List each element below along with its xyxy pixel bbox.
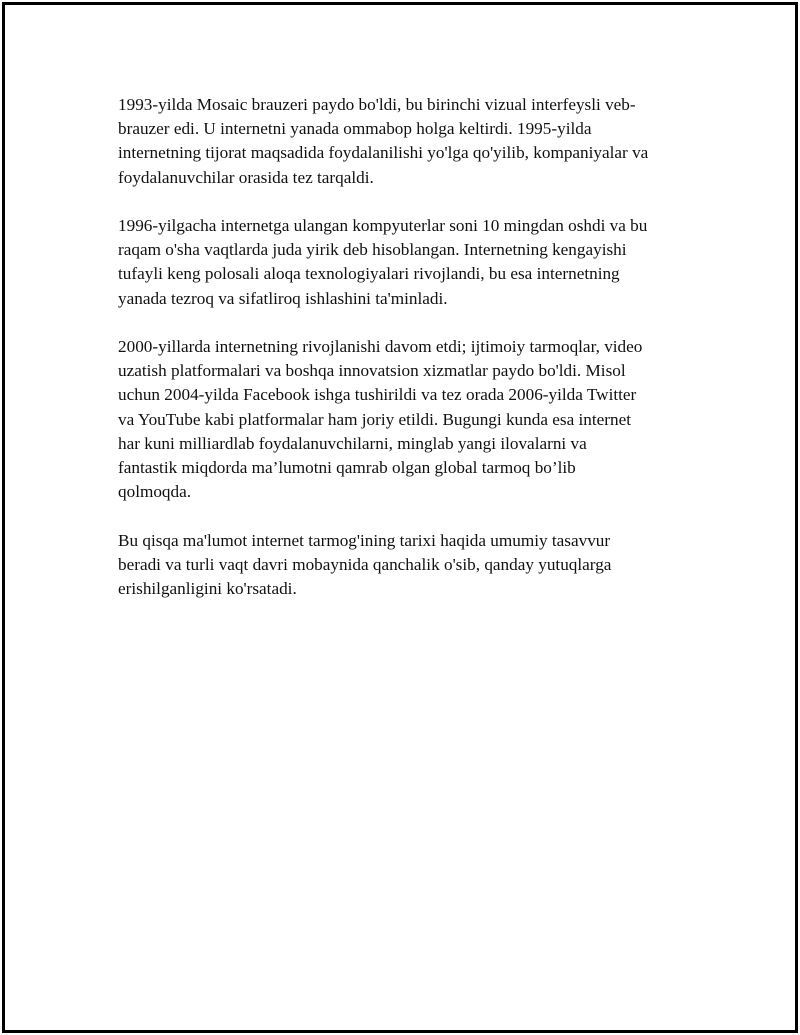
text-line: beradi va turli vaqt davri mobaynida qanchalik o'sib, qanday yutuqlarga [118,554,612,574]
text-line: fantastik miqdorda ma’lumotni qamrab olgan global tarmoq bo’lib [118,458,576,478]
text-line: 1996-yilgacha internetga ulangan kompyuterlar soni 10 mingdan oshdi va bu [118,216,648,235]
text-line: yanada tezroq va sifatliroq ishlashini ta'minladi. [118,288,448,308]
text-line: 1993-yilda Mosaic brauzeri paydo bo'ldi, bu birinchi vizual interfeysli veb- [118,95,636,114]
text-line: erishilganligini ko'rsatadi. [118,579,297,599]
paragraph-4 [118,529,698,602]
paragraph-2 [118,214,698,311]
paragraph-1 [118,93,698,190]
text-line: har kuni milliardlab foydalanuvchilarni, minglab yangi ilovalarni va [118,433,587,453]
text-line: 2000-yillarda internetning rivojlanishi davom etdi; ijtimoiy tarmoqlar, video [118,337,643,356]
document-body [118,93,698,625]
text-line: qolmoqda. [118,482,192,502]
text-line: brauzer edi. U internetni yanada ommabop holga keltirdi. 1995-yilda [118,119,592,139]
paragraph-3 [118,335,698,504]
text-line: uzatish platformalari va boshqa innovatsion xizmatlar paydo bo'ldi. Misol [118,361,626,381]
text-line: uchun 2004-yilda Facebook ishga tushirildi va tez orada 2006-yilda Twitter [118,385,637,405]
text-line: Bu qisqa ma'lumot internet tarmog'ining tarixi haqida umumiy tasavvur [118,530,611,550]
text-line: internetning tijorat maqsadida foydalanilishi yo'lga qo'yilib, kompaniyalar va [118,143,649,163]
text-line: foydalanuvchilar orasida tez tarqaldi. [118,167,374,187]
text-line: raqam o'sha vaqtlarda juda yirik deb hisoblangan. Internetning kengayishi [118,240,627,260]
text-line: va YouTube kabi platformalar ham joriy etildi. Bugungi kunda esa internet [118,409,631,429]
text-line: tufayli keng polosali aloqa texnologiyalari rivojlandi, bu esa internetning [118,264,620,284]
